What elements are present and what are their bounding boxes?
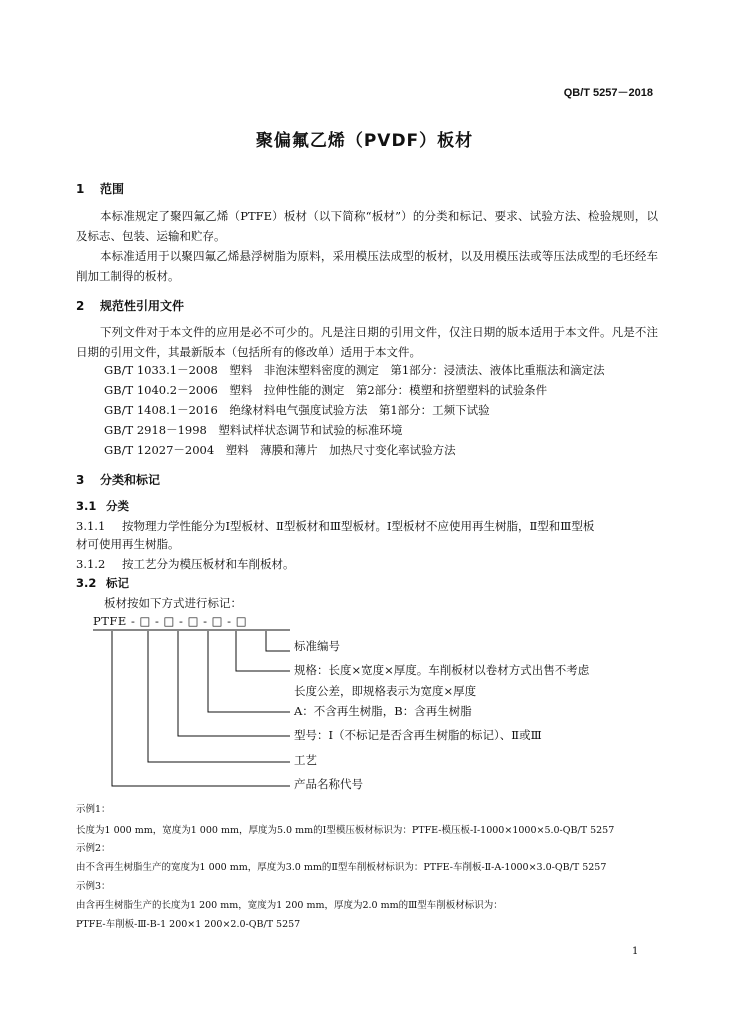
example-3-title: 示例3：: [76, 881, 111, 892]
example-3-text-cont: PTFE-车削板-Ⅲ-B-1 200×1 200×2.0-QB/T 5257: [76, 919, 301, 930]
subsection-title: 分类: [106, 499, 129, 513]
section-number: 2: [76, 299, 85, 313]
section-number: 1: [76, 182, 85, 196]
standard-number: QB/T 5257－2018: [563, 87, 653, 99]
reference-item: GB/T 1033.1－2008 塑料 非泡沫塑料密度的测定 第1部分：浸渍法、液体比重瓶法和滴定法: [104, 363, 605, 377]
label-spec-cont: 长度公差，即规格表示为宽度×厚度: [294, 684, 477, 698]
label-regen: A：不含再生树脂，B：含再生树脂: [294, 704, 472, 718]
marking-intro: 板材按如下方式进行标记：: [104, 596, 242, 610]
scope-paragraph-2: 本标准适用于以聚四氟乙烯悬浮树脂为原料，采用模压法成型的板材，以及用模压法或等压法成型的毛坯经车削加工制得的板材。: [76, 249, 658, 283]
page-number: 1: [632, 946, 639, 957]
reference-item: GB/T 12027－2004 塑料 薄膜和薄片 加热尺寸变化率试验方法: [104, 443, 456, 457]
section-title: 规范性引用文件: [100, 299, 185, 313]
clause-3-1-1-cont: 材可使用再生树脂。: [76, 537, 180, 551]
normative-paragraph: 下列文件对于本文件的应用是必不可少的。凡是注日期的引用文件，仅注日期的版本适用于本文件。凡是不注日期的引用文件，其最新版本（包括所有的修改单）适用于本文件。: [76, 325, 658, 359]
clause-number: 3.1.2: [76, 557, 106, 571]
reference-item: GB/T 1040.2－2006 塑料 拉伸性能的测定 第2部分：模塑和挤塑塑料的试验条件: [104, 383, 548, 397]
label-standard: 标准编号: [294, 639, 340, 653]
section-number: 3: [76, 473, 85, 487]
label-type: 型号：Ⅰ（不标记是否含再生树脂的标记）、Ⅱ或Ⅲ: [294, 728, 542, 742]
reference-item: GB/T 1408.1－2016 绝缘材料电气强度试验方法 第1部分：工频下试验: [104, 403, 490, 417]
clause-text: 按工艺分为模压板材和车削板材。: [122, 557, 295, 571]
section-title: 分类和标记: [100, 473, 161, 487]
example-1-text: 长度为1 000 mm，宽度为1 000 mm，厚度为5.0 mm的Ⅰ型模压板材标识为：PTFE-模压板-Ⅰ-1000×1000×5.0-QB/T 5257: [76, 825, 615, 836]
marking-code: PTFE - □ - □ - □ - □ - □: [93, 614, 248, 628]
scope-paragraph-1: 本标准规定了聚四氟乙烯（PTFE）板材（以下简称“板材”）的分类和标记、要求、试验方法、检验规则，以及标志、包装、运输和贮存。: [76, 209, 658, 243]
example-2-text: 由不含再生树脂生产的宽度为1 000 mm，厚度为3.0 mm的Ⅱ型车削板材标识为：PTFE-车削板-Ⅱ-A-1000×3.0-QB/T 5257: [76, 862, 607, 873]
label-process: 工艺: [294, 753, 317, 767]
subsection-title: 标记: [106, 576, 129, 590]
label-spec: 规格：长度×宽度×厚度。车削板材以卷材方式出售不考虑: [294, 663, 590, 677]
example-1-title: 示例1：: [76, 804, 111, 815]
leader-type: [178, 631, 290, 736]
clause-number: 3.1.1: [76, 519, 106, 533]
subsection-number: 3.2: [76, 576, 97, 590]
example-2-title: 示例2：: [76, 843, 111, 854]
reference-item: GB/T 2918－1998 塑料试样状态调节和试验的标准环境: [104, 423, 403, 437]
page-title: 聚偏氟乙烯（PVDF）板材: [255, 131, 474, 151]
section-title: 范围: [100, 182, 125, 196]
example-3-text: 由含再生树脂生产的长度为1 200 mm，宽度为1 200 mm，厚度为2.0 mm的Ⅲ型车削板材标识为：: [76, 900, 503, 911]
leader-standard: [266, 631, 290, 651]
label-product: 产品名称代号: [294, 777, 363, 791]
subsection-number: 3.1: [76, 499, 97, 513]
leader-product: [112, 631, 290, 786]
clause-text: 按物理力学性能分为Ⅰ型板材、Ⅱ型板材和Ⅲ型板材。Ⅰ型板材不应使用再生树脂，Ⅱ型和Ⅲ型板: [122, 519, 595, 533]
